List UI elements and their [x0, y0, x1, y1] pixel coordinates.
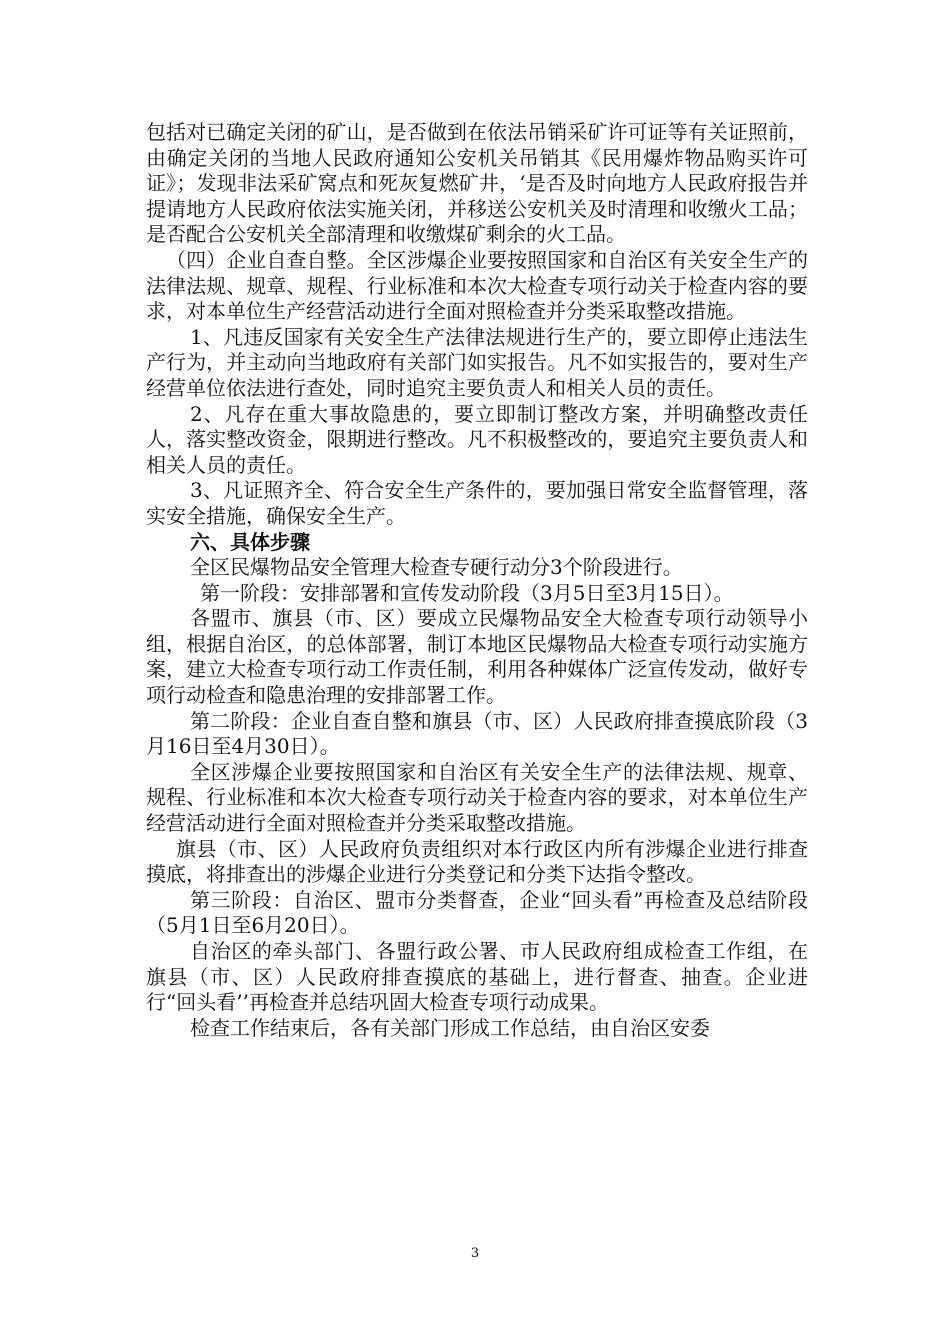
paragraph-item-1: 1、凡违反国家有关安全生产法律法规进行生产的，要立即停止违法生产行为，并主动向当地政府有关部门如实报告。凡不如实报告的，要对生产经营单位依法进行查处，同时追究主要负责人和相关人员的责任。	[146, 324, 808, 400]
section-heading-steps: 六、具体步骤	[190, 529, 310, 554]
paragraph-stages-intro: 全区民爆物品安全管理大检查专硬行动分3个阶段进行。	[190, 555, 683, 580]
page-number: 3	[470, 1246, 480, 1261]
paragraph-stage-2-title: 第二阶段：企业自查自整和旗县（市、区）人民政府排查摸底阶段（3月16日至4月30日）。	[146, 708, 808, 759]
paragraph-self-inspection: （四）企业自查自整。全区涉爆企业要按照国家和自治区有关安全生产的法律法规、规章、规程、行业标准和本次大检查专项行动关于检查内容的要求，对本单位生产经营活动进行全面对照检查并分类采取整改措施。	[146, 247, 808, 324]
paragraph-closure-checks: 包括对已确定关闭的矿山，是否做到在依法吊销采矿许可证等有关证照前，由确定关闭的当地人民政府通知公安机关吊销其《民用爆炸物品购买许可证》；发现非法采矿窝点和死灰复燃矿井，‘是否及时向地方人民政府报告并提请地方人民政府依法实施关闭，并移送公安机关及时清理和收缴火工品；是否配合公安机关全部清理和收缴煤矿剩余的火工品。	[146, 120, 808, 247]
paragraph-stage-2-body: 全区涉爆企业要按照国家和自治区有关安全生产的法律法规、规章、规程、行业标准和本次大检查专项行动关于检查内容的要求，对本单位生产经营活动进行全面对照检查并分类采取整改措施。	[146, 759, 808, 836]
paragraph-item-3: 3、凡证照齐全、符合安全生产条件的，要加强日常安全监督管理，落实安全措施，确保安全生产。	[146, 478, 808, 528]
paragraph-stage-3-body: 自治区的牵头部门、各盟行政公署、市人民政府组成检查工作组，在旗县（市、区）人民政府排查摸底的基础上，进行督查、抽查。企业进行“回头看’’再检查并总结巩固大检查专项行动成果。	[146, 939, 808, 1015]
paragraph-stage-3-title: 第三阶段：自治区、盟市分类督查，企业“回头看”再检查及总结阶段（5月1日至6月20日）。	[146, 887, 808, 938]
paragraph-item-2: 2、凡存在重大事故隐患的，要立即制订整改方案，并明确整改责任人，落实整改资金，限期进行整改。凡不积极整改的，要追究主要负责人和相关人员的责任。	[146, 401, 808, 477]
paragraph-stage-1-body: 各盟市、旗县（市、区）要成立民爆物品安全大检查专项行动领导小组，根据自治区，的总体部署，制订本地区民爆物品大检查专项行动实施方案，建立大检查专项行动工作责任制，利用各种媒体广泛宣传发动，做好专项行动检查和隐患治理的安排部署工作。	[146, 606, 808, 708]
paragraph-conclusion: 检查工作结束后，各有关部门形成工作总结，由自治区安委	[190, 1015, 710, 1040]
paragraph-stage-2-county: 旗县（市、区）人民政府负责组织对本行政区内所有涉爆企业进行排查摸底，将排查出的涉爆企业进行分类登记和分类下达指令整改。	[146, 836, 808, 887]
paragraph-stage-1-title: 第一阶段：安排部署和宣传发动阶段（3月5日至3月15日）。	[200, 580, 734, 605]
document-body	[146, 120, 808, 1041]
